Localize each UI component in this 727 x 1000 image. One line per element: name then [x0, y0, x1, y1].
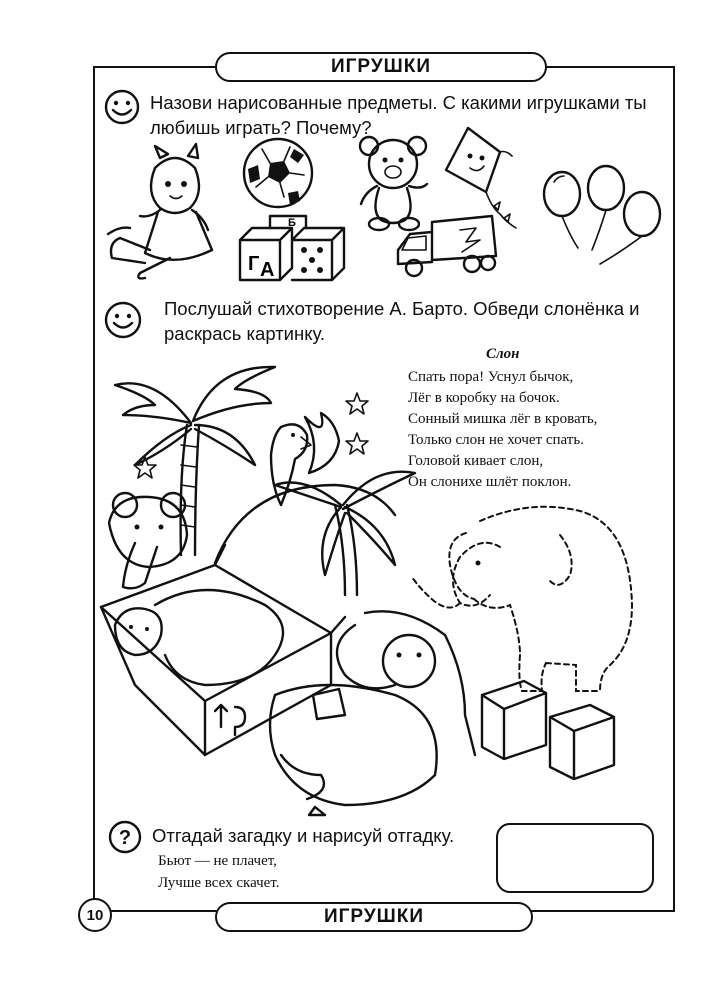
- page-header: [215, 52, 547, 82]
- question-icon: [108, 820, 142, 854]
- poem-line: Головой кивает слон,: [408, 453, 544, 469]
- smiley-icon: [103, 300, 143, 340]
- toy-truck-illustration: [392, 212, 507, 282]
- task2-line1: Послушай стихотворение А. Барто. Обведи слонёнка и: [164, 298, 640, 319]
- poem-title: Слон: [485, 346, 520, 362]
- doll-illustration: [100, 138, 230, 278]
- smiley-icon: [103, 88, 141, 126]
- poem-line: Спать пора! Уснул бычок,: [408, 369, 574, 385]
- poem-line: Лёг в коробку на бочок.: [408, 390, 560, 406]
- page-footer: [215, 902, 533, 932]
- riddle: [158, 850, 280, 894]
- header-title: ИГРУШКИ: [330, 56, 431, 77]
- svg-text:?: ?: [118, 827, 132, 849]
- balloons-illustration: [540, 160, 670, 275]
- riddle-line1: Бьют — не плачет,: [158, 853, 277, 869]
- poem-line: Только слон не хочет спать.: [408, 432, 584, 448]
- footer-title: ИГРУШКИ: [323, 906, 424, 927]
- riddle-line2: Лучше всех скачет.: [158, 875, 280, 891]
- block-letter-3: А: [260, 259, 275, 281]
- poem-line: Сонный мишка лёг в кровать,: [408, 411, 598, 427]
- task1-line2: любишь играть? Почему?: [150, 117, 372, 138]
- soccer-ball-illustration: [240, 135, 316, 211]
- page-number: 10: [78, 898, 112, 932]
- task3-instruction: Отгадай загадку и нарисуй отгадку.: [152, 825, 455, 846]
- elephant-tracing-illustration: [400, 495, 665, 785]
- alphabet-blocks-illustration: [230, 210, 360, 285]
- answer-drawing-box[interactable]: [496, 823, 654, 893]
- block-letter-1: Б: [288, 217, 296, 229]
- poem-line: Он слонихе шлёт поклон.: [408, 474, 572, 490]
- block-letter-2: Г: [248, 253, 260, 275]
- task1-line1: Назови нарисованные предметы. С какими игрушками ты: [150, 92, 647, 113]
- task2-instruction: [164, 296, 639, 346]
- task2-line2: раскрась картинку.: [164, 323, 326, 344]
